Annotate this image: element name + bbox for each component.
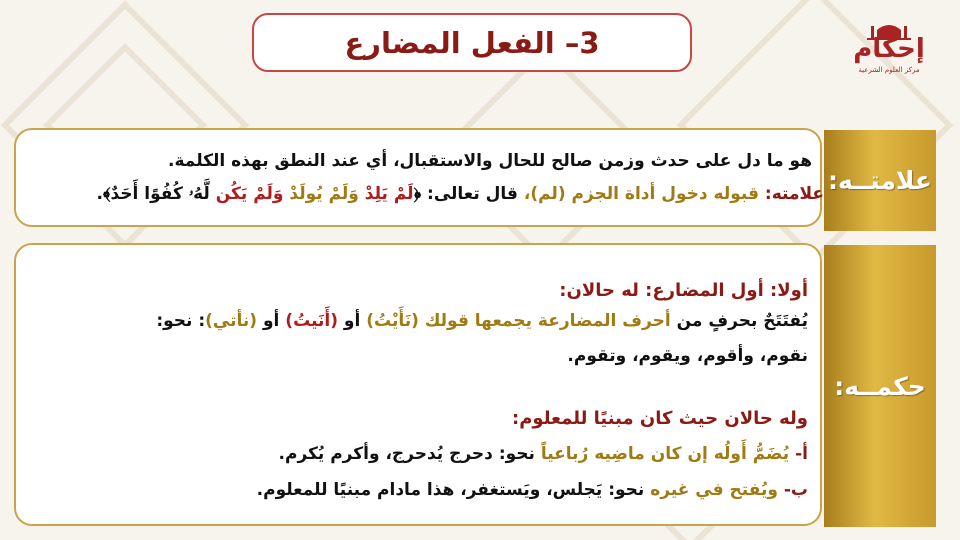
second-heading: وله حالان حيث كان مبنيًا للمعلوم:: [512, 408, 808, 429]
verse-close: ﴾.: [96, 184, 111, 204]
sign-text: قبوله دخول أداة الجزم (لم)،: [523, 184, 759, 204]
ruling-line-1: [156, 311, 808, 331]
logo-subtitle: مركز العلوم الشرعية: [858, 66, 920, 74]
line1-part-j: : نحو:: [156, 311, 206, 331]
ruling-line-ba: [257, 480, 808, 500]
verse-word-2: وَلَمْ يُولَدْ: [289, 184, 359, 204]
sign-line: [96, 184, 824, 204]
alif-label: أ-: [795, 444, 808, 464]
sign-tab-label: علامتــه:: [828, 166, 932, 195]
verse-intro: قال تعالى:: [427, 184, 518, 204]
verse-word-4: لَّهُۥ كُفُوًا أَحَدٌ: [110, 184, 210, 204]
line1-part-i: (نأتي): [205, 311, 258, 331]
sign-tab: [824, 130, 936, 231]
ba-text: ويُفتح في غيره: [650, 480, 778, 500]
ruling-tab: [824, 245, 936, 527]
alif-example: نحو: دحرج يُدحرج، وأكرم يُكرم.: [278, 444, 535, 464]
ba-label: ب-: [783, 480, 808, 500]
definition-text: هو ما دل على حدث وزمن صالح للحال والاستقبال، أي عند النطق بهذه الكلمة.: [168, 151, 812, 171]
line1-part-b: بحرفٍ من: [676, 311, 758, 331]
title-box: [252, 13, 692, 72]
verse-open: ﴿: [413, 184, 422, 204]
ruling-line-alif: [279, 444, 808, 464]
line1-part-d: يجمعها قولك: [424, 311, 532, 331]
line1-part-f: أو: [343, 311, 361, 331]
verse-word-3: وَلَمْ يَكُن: [215, 184, 284, 204]
line1-part-c: أحرف المضارعة: [537, 311, 671, 331]
page-title: 3– الفعل المضارع: [344, 25, 600, 60]
ba-example: نحو: يَجلس، ويَستغفر، هذا مادام مبنيًا للمعلوم.: [256, 480, 645, 500]
first-heading: أولا: أول المضارع: له حالان:: [559, 280, 808, 301]
line1-part-g: (أَنَيتُ): [285, 311, 338, 331]
ruling-line-2: نقوم، وأقوم، ويقوم، وتقوم.: [567, 346, 808, 366]
alif-text: يُضَمُّ أَولُه إن كان ماضِيه رُباعياً: [540, 444, 790, 464]
logo: [845, 20, 933, 92]
logo-name: إحكام: [853, 34, 925, 64]
verse-word-1: لَمْ يَلِدْ: [364, 184, 414, 204]
sign-label: علامته:: [764, 184, 824, 204]
definition-line: [168, 151, 812, 171]
line1-part-h: أو: [262, 311, 280, 331]
line1-part-e: (نَأَيْتُ): [366, 311, 419, 331]
sign-box: [14, 128, 822, 227]
line1-part-a: يُفتَتَحٌ: [763, 311, 808, 331]
ruling-tab-label: حكمــه:: [834, 371, 926, 401]
